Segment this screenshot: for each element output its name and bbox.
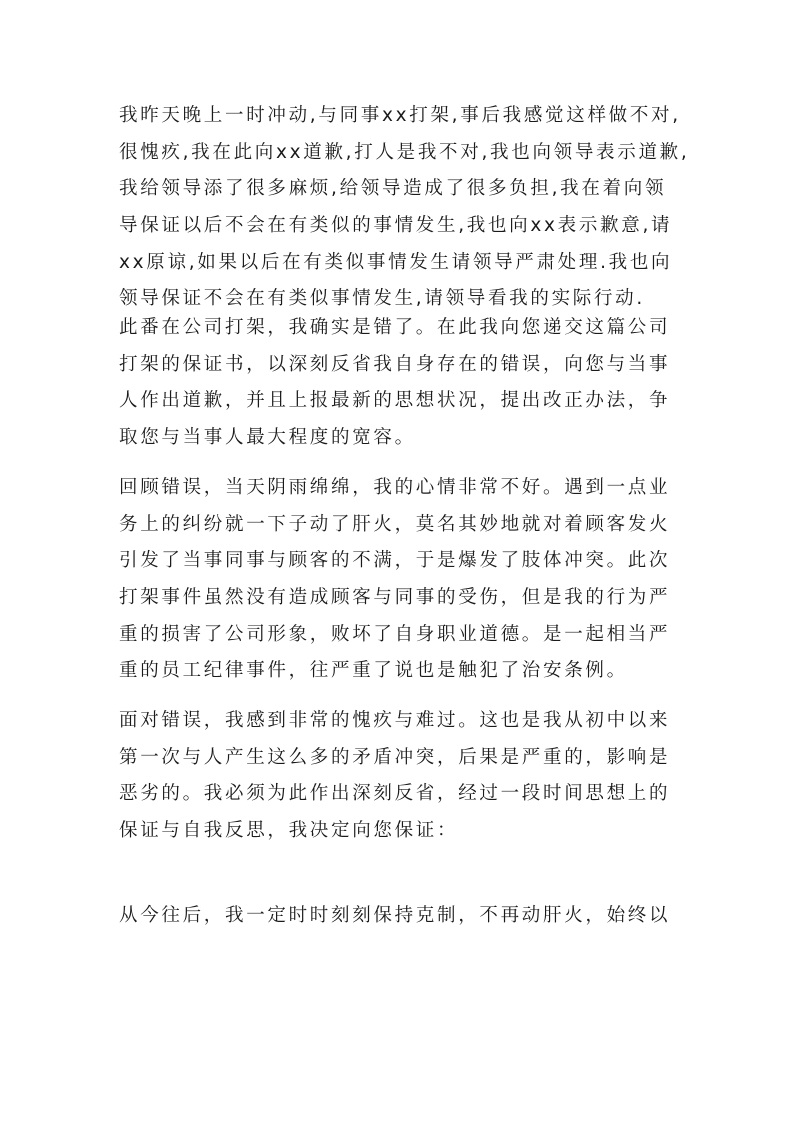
paragraph-reflection [119, 703, 670, 850]
text-line: xx原谅,如果以后在有类似事情发生请领导严肃处理.我也向 [119, 251, 673, 273]
text-line: 导保证以后不会在有类似的事情发生,我也向xx表示歉意,请 [119, 215, 673, 237]
text-line: 很愧疚,我在此向xx道歉,打人是我不对,我也向领导表示道歉, [119, 141, 690, 163]
text-line: 保证与自我反思，我决定向您保证： [119, 820, 459, 842]
text-line: 取您与当事人最大程度的宽容。 [119, 427, 416, 449]
text-line: 我给领导添了很多麻烦,给领导造成了很多负担,我在着向领 [119, 178, 667, 200]
document-body [119, 98, 690, 926]
paragraph-apology [119, 98, 690, 318]
text-line: 面对错误，我感到非常的愧疚与难过。这也是我从初中以来 [119, 710, 671, 731]
paragraph-review [119, 470, 670, 690]
text-line: 重的损害了公司形象，败坏了自身职业道德。是一起相当严 [119, 623, 671, 645]
text-line: 引发了当事同事与顾客的不满，于是爆发了肢体冲突。此次 [119, 550, 671, 572]
text-line: 打架事件虽然没有造成顾客与同事的受伤，但是我的行为严 [119, 587, 671, 609]
text-line: 务上的纠纷就一下子动了肝火，莫名其妙地就对着顾客发火 [119, 513, 671, 535]
text-line: 打架的保证书，以深刻反省我自身存在的错误，向您与当事 [119, 353, 671, 375]
text-line: 回顾错误，当天阴雨绵绵，我的心情非常不好。遇到一点业 [119, 477, 671, 498]
text-line: 我昨天晚上一时冲动,与同事xx打架,事后我感觉这样做不对, [119, 105, 681, 126]
paragraph-promise [119, 898, 670, 935]
text-line: 从今往后，我一定时时刻刻保持克制，不再动肝火，始终以 [119, 905, 671, 926]
text-line: 此番在公司打架，我确实是错了。在此我向您递交这篇公司 [119, 317, 671, 338]
text-line: 第一次与人产生这么多的矛盾冲突，后果是严重的，影响是 [119, 746, 671, 768]
text-line: 重的员工纪律事件，往严重了说也是触犯了治安条例。 [119, 660, 628, 682]
text-line: 领导保证不会在有类似事情发生,请领导看我的实际行动. [119, 288, 645, 310]
paragraph-admission [119, 310, 670, 457]
text-line: 人作出道歉，并且上报最新的思想状况，提出改正办法，争 [119, 390, 671, 412]
text-line: 恶劣的。我必须为此作出深刻反省，经过一段时间思想上的 [119, 783, 671, 805]
